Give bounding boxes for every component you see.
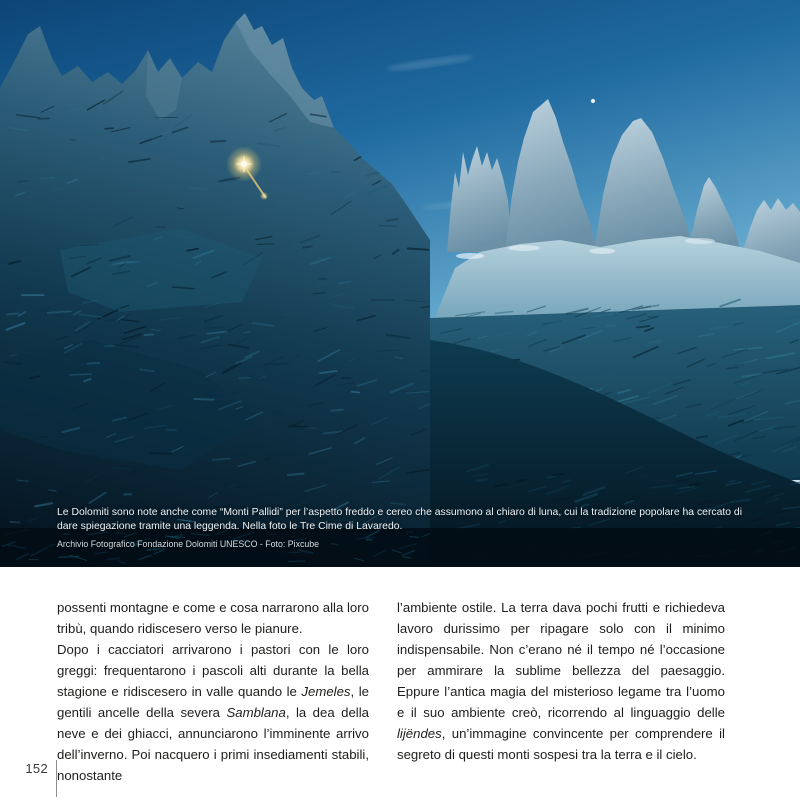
page-number: 152 [25, 761, 48, 776]
moon [591, 99, 595, 103]
photo-credit: Archivio Fotografico Fondazione Dolomiti UNESCO - Foto: Pixcube [57, 539, 320, 549]
folio-rule [56, 760, 57, 797]
photo-caption [57, 506, 749, 549]
body-column-right: l’ambiente ostile. La terra dava pochi frutti e richiedeva lavoro durissimo per ripagare solo con il minimo indispensabile. Non c’erano né il tempo né l’occasione per ammirare la sublime bellezza del paesaggio. Eppure l’antica magia del misterioso legame tra l’uomo e il suo ambiente creò, ricorrendo al linguaggio delle lijëndes, un’immagine convincente per comprendere il segreto di questi monti sospesi tra la terra e il cielo. [397, 600, 725, 762]
body-text [57, 597, 725, 786]
photo-caption-text: Le Dolomiti sono note anche come “Monti Pallidi” per l’aspetto freddo e cereo che assumono al chiaro di luna, cui la tradizione popolare ha cercato di dare spiegazione tramite una leggenda. Nella foto le Tre Cime di Lavaredo. [57, 507, 743, 532]
body-column-left: possenti montagne e come e cosa narrarono alla loro tribù, quando ridiscesero verso le pianure. Dopo i cacciatori arrivarono i pastori con le loro greggi: frequentarono i pascoli alti durante la bella stagione e ridiscesero in valle quando le Jemeles, le gentili ancelle della severa Samblana, la dea della neve e dei ghiacci, annunciarono l’imminente arrivo dell’inverno. Poi nacquero i primi insediamenti stabili, nonostante [57, 600, 370, 783]
